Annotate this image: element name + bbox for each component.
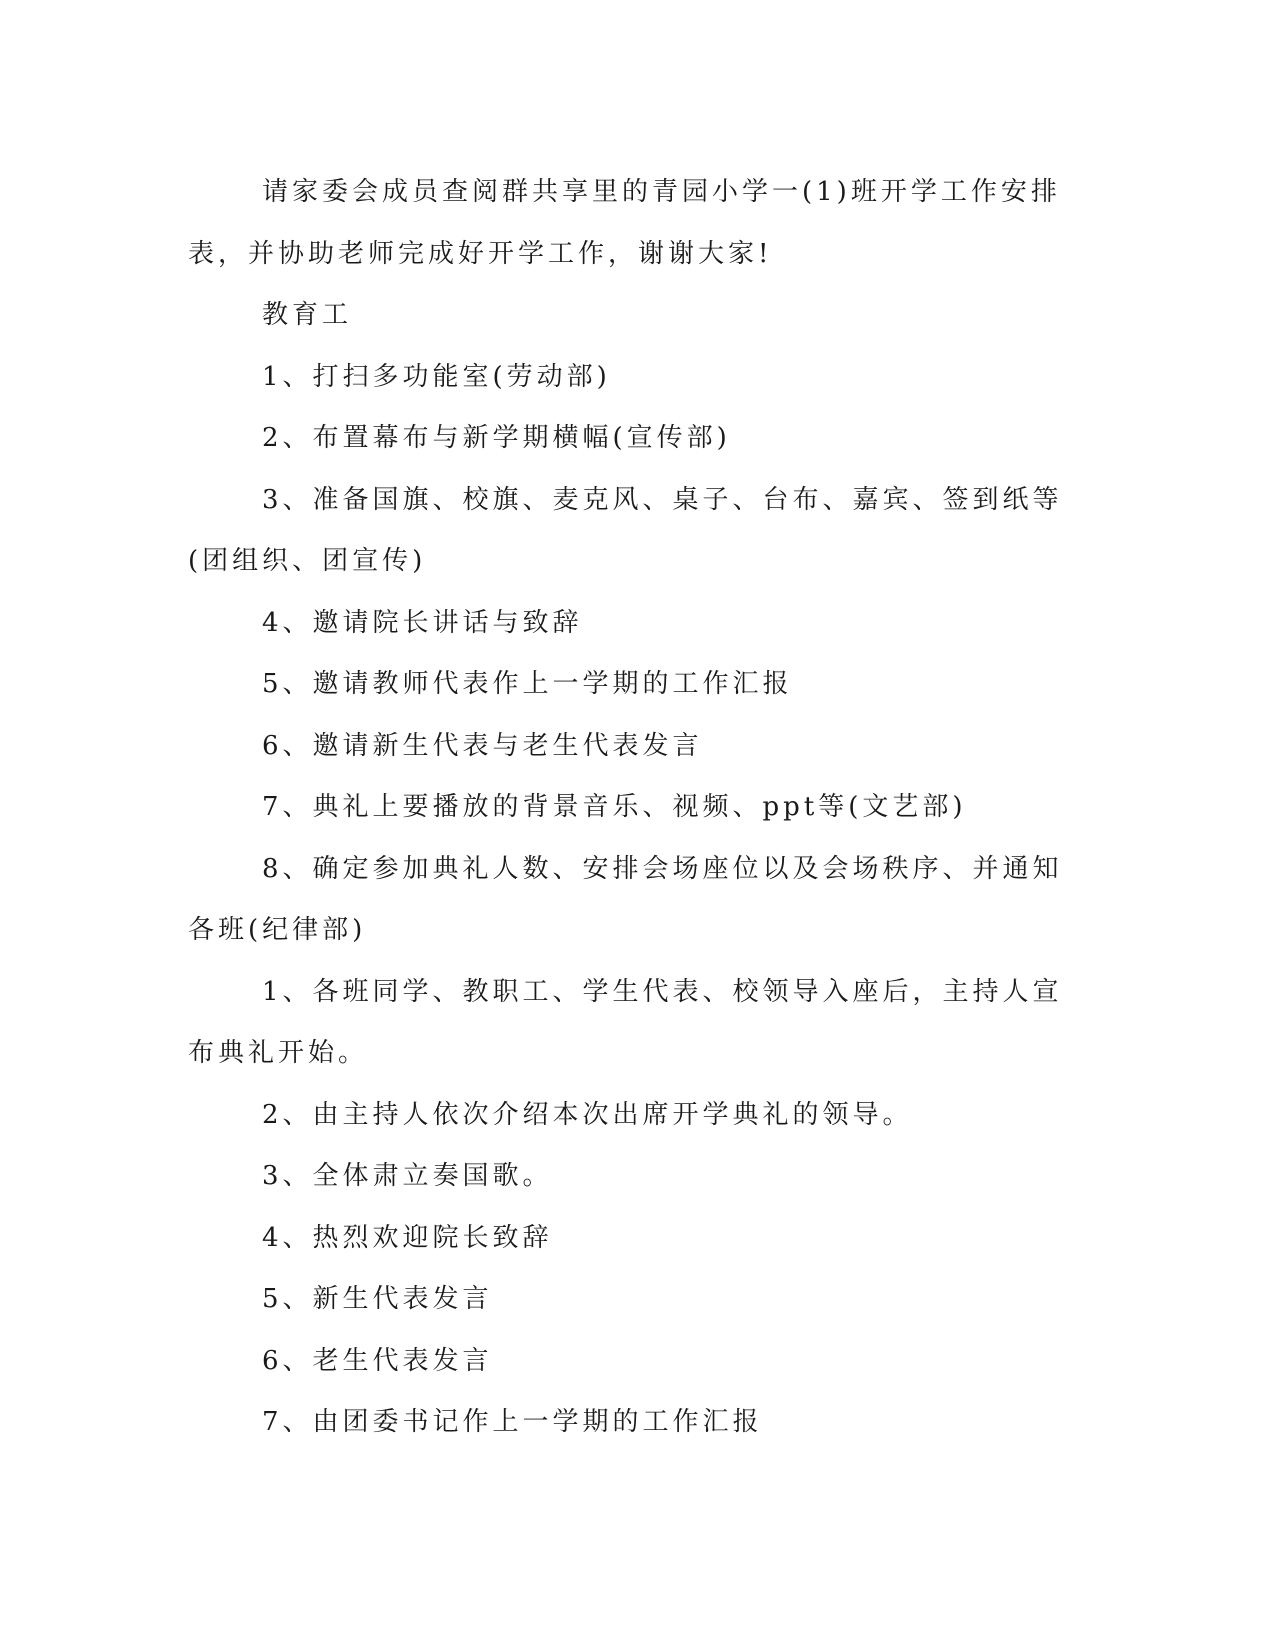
prep-item-5: 5、邀请教师代表作上一学期的工作汇报 [262,669,793,699]
procedure-item-2: 2、由主持人依次介绍本次出席开学典礼的领导。 [262,1099,913,1130]
procedure-item-1: 1、各班同学、教职工、学生代表、校领导入座后，主持人宣布典礼开始。 [188,976,1063,1068]
prep-item-4: 4、邀请院长讲话与致辞 [262,607,583,638]
prep-item-2: 2、布置幕布与新学期横幅(宣传部) [262,423,731,453]
prep-item-6: 6、邀请新生代表与老生代表发言 [262,730,703,761]
document-body [188,162,1068,1454]
procedure-item-7: 7、由团委书记作上一学期的工作汇报 [262,1407,763,1437]
prep-item-1: 1、打扫多功能室(劳动部) [262,361,611,392]
prep-item-8: 8、确定参加典礼人数、安排会场座位以及会场秩序、并通知各班(纪律部) [188,853,1063,945]
procedure-item-5: 5、新生代表发言 [262,1284,493,1314]
prep-item-7: 7、典礼上要播放的背景音乐、视频、ppt等(文艺部) [262,792,967,822]
intro-paragraph: 请家委会成员查阅群共享里的青园小学一(1)班开学工作安排表，并协助老师完成好开学工作，谢谢大家! [188,177,1061,269]
procedure-item-3: 3、全体肃立奏国歌。 [262,1161,553,1191]
procedure-item-4: 4、热烈欢迎院长致辞 [262,1222,553,1253]
prep-item-3: 3、准备国旗、校旗、麦克风、桌子、台布、嘉宾、签到纸等(团组织、团宣传) [188,484,1063,576]
section-heading: 教育工 [262,300,353,330]
procedure-item-6: 6、老生代表发言 [262,1345,493,1376]
